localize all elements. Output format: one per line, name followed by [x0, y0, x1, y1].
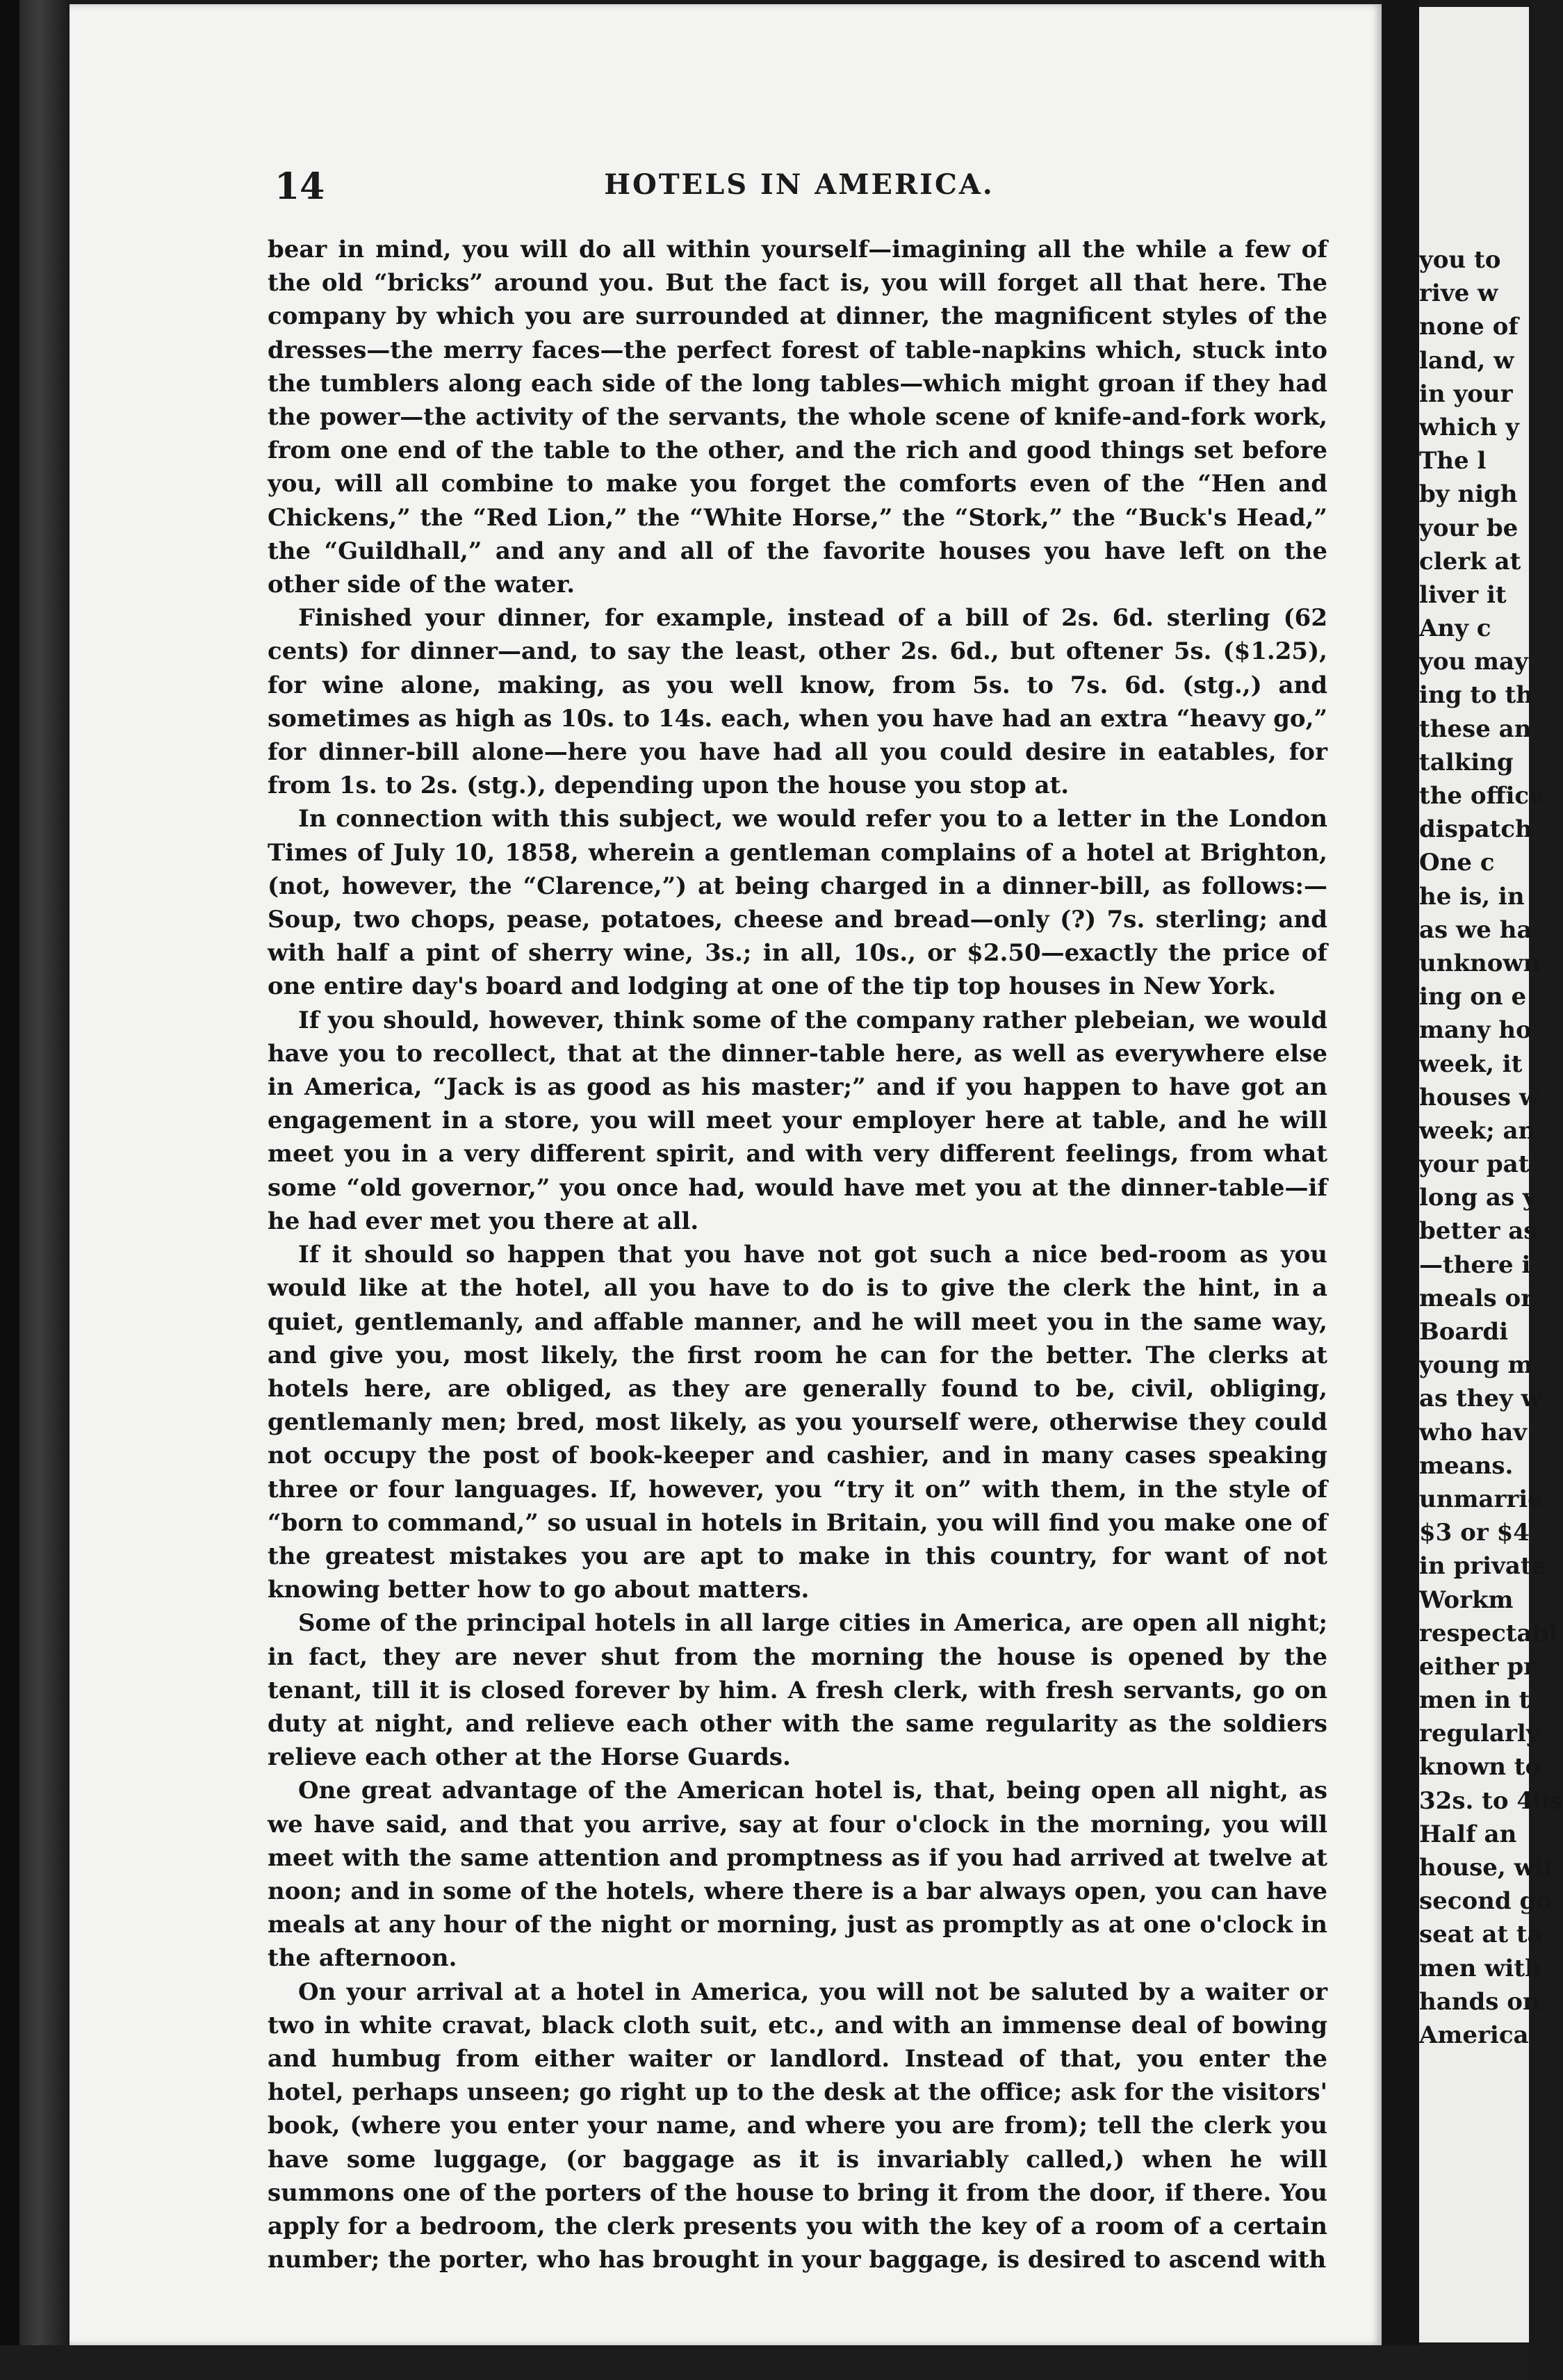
paragraph: On your arrival at a hotel in America, you will not be saluted by a waiter or two in white cravat, black cloth suit, etc., and with an immense deal of bowing and humbug from either waiter or landlord. Instead of that, you enter the hotel, perhaps unseen; go right up to the desk at the office; ask for the visitors' book, (where you enter your name, and where you are from); tell the clerk you have some luggage, (or baggage as it is invariably called,) when he will summons one of the porters of the house to bring it from the door, if there. You apply for a bedroom, the clerk presents you with the key of a room of a certain number; the porter, who has brought in your baggage, is desired to ascend with [268, 1978, 1327, 2274]
facing-page-line: Any c [1419, 614, 1491, 643]
facing-page-line: week, it [1419, 1050, 1523, 1078]
facing-page-line: week; an [1419, 1116, 1536, 1145]
facing-page-line: house, wit [1419, 1854, 1555, 1882]
facing-page-line: who hav [1419, 1418, 1528, 1446]
facing-page-line: liver it [1419, 580, 1507, 609]
bottom-edge [0, 2345, 1529, 2380]
binding-spine [0, 0, 19, 2380]
facing-page-line: as they w [1419, 1385, 1541, 1413]
facing-page-line: talking [1419, 748, 1514, 776]
facing-page-line: means. [1419, 1451, 1514, 1480]
facing-page-line: land, w [1419, 346, 1514, 375]
facing-page-line: in private [1419, 1552, 1547, 1581]
facing-page-line: unknown [1419, 949, 1541, 977]
facing-page-line: which y [1419, 413, 1519, 441]
facing-page-line: One c [1419, 849, 1495, 877]
facing-page-line: regularly [1419, 1720, 1540, 1748]
paragraph: bear in mind, you will do all within yourself—imagining all the while a few of the old “bricks” around you. But the fact is, you will forget all that here. The company by which you are surrounded at dinner, the magnificent styles of the dresses—the merry faces—the perfect forest of table-napkins which, stuck into the tumblers along each side of the long tables—which might groan if they had the power—the activity of the servants, the whole scene of knife-and-fork work, from one end of the table to the other, and the rich and good things set before you, will all combine to make you forget the comforts even of the “Hen and Chickens,” the “Red Lion,” the “White Horse,” the “Stork,” the “Buck's Head,” the “Guildhall,” and any and all of the favorite houses you have left on the other side of the water. [268, 236, 1327, 599]
facing-page-line: your pat [1419, 1150, 1530, 1179]
body-text [268, 233, 1327, 2276]
facing-page-line: Half an [1419, 1820, 1517, 1848]
facing-page [1419, 7, 1563, 2342]
facing-page-line: hands on. [1419, 1987, 1548, 2016]
facing-page-line: these an [1419, 715, 1532, 743]
facing-page-line: second go [1419, 1887, 1552, 1916]
paragraph: One great advantage of the American hotel is, that, being open all night, as we have said, and that you arrive, say at four o'clock in the morning, you will meet with the same attention and promptness as if you had arrived at twelve at noon; and in some of the hotels, where there is a bar always open, you can have meals at any hour of the night or morning, just as promptly as at one o'clock in the afternoon. [268, 1777, 1327, 1973]
facing-page-line: he is, in [1419, 882, 1525, 911]
facing-page-line: meals or [1419, 1284, 1534, 1312]
facing-page-line: —there i [1419, 1250, 1531, 1279]
facing-page-lines [1419, 243, 1563, 2052]
facing-page-line: as we ha [1419, 915, 1532, 944]
facing-page-line: known to [1419, 1753, 1541, 1782]
facing-page-line: your be [1419, 514, 1519, 542]
running-title: HOTELS IN AMERICA. [604, 168, 995, 201]
facing-page-line: ing to th [1419, 681, 1533, 710]
binding-edge [19, 0, 68, 2380]
facing-page-line: $3 or $4 [1419, 1519, 1530, 1547]
facing-page-line: Boardi [1419, 1318, 1509, 1346]
facing-page-line: dispatch [1419, 815, 1532, 844]
paragraph: If you should, however, think some of the company rather plebeian, we would have you to recollect, that at the dinner-table here, as well as everywhere else in America, “Jack is as good as his master;” and if you happen to have got an engagement in a store, you will meet your employer here at table, and he will meet you in a very different spirit, and with very different feelings, from what some “old governor,” you once had, would have met you at the dinner-table—if he had ever met you there at all. [268, 1006, 1327, 1235]
facing-page-line: Workm [1419, 1586, 1514, 1614]
facing-page-line: ing on e [1419, 983, 1527, 1011]
facing-page-line: men in t [1419, 1686, 1530, 1715]
facing-page-line: young m [1419, 1351, 1533, 1380]
facing-page-line: men with [1419, 1954, 1542, 1982]
facing-page-line: clerk at [1419, 547, 1521, 576]
facing-page-line: better as [1419, 1217, 1537, 1246]
paragraph: If it should so happen that you have not got such a nice bed-room as you would like at the hotel, all you have to do is to give the clerk the hint, in a quiet, gentlemanly, and affable manner, and he will meet you in the same way, and give you, most likely, the first room he can for the better. The clerks at hotels here, are obliged, as they are generally found to be, civil, obliging, gentlemanly men; bred, most likely, as you yourself were, otherwise they could not occupy the post of book-keeper and cashier, and in many cases speaking three or four languages. If, however, you “try it on” with them, in the style of “born to command,” so usual in hotels in Britain, you will find you make one of the greatest mistakes you are apt to make in this country, for want of not knowing better how to go about matters. [268, 1241, 1327, 1604]
facing-page-line: you may [1419, 648, 1528, 676]
facing-page-line: rive w [1419, 279, 1498, 308]
facing-page-line: either pr [1419, 1652, 1537, 1681]
paragraph: Finished your dinner, for example, instead of a bill of 2s. 6d. sterling (62 cents) for dinner—and, to say the least, other 2s. 6d., but oftener 5s. ($1.25), for wine alone, making, as you well know, from 5s. to 7s. 6d. (stg.,) and sometimes as high as 10s. to 14s. each, when you have had an extra “heavy go,” for dinner-bill alone—here you have had all you could desire in eatables, for from 1s. to 2s. (stg.), depending upon the house you stop at. [268, 604, 1327, 800]
running-head [275, 165, 1324, 207]
facing-page-line: the office [1419, 782, 1544, 810]
facing-page-line: many ho [1419, 1016, 1532, 1045]
facing-page-line: unmarrie [1419, 1485, 1543, 1513]
facing-page-line: 32s. to 40s [1419, 1786, 1563, 1815]
facing-page-line: long as y [1419, 1184, 1537, 1212]
facing-page-line: none of [1419, 313, 1519, 341]
facing-page-line: America [1419, 2021, 1529, 2049]
facing-page-line: seat at ta [1419, 1921, 1543, 1949]
facing-page-line: The l [1419, 447, 1487, 475]
paragraph: Some of the principal hotels in all large cities in America, are open all night; in fact, they are never shut from the morning the house is opened by the tenant, till it is closed forever by him. A fresh clerk, with fresh servants, go on duty at night, and relieve each other with the same regularity as the soldiers relieve each other at the Horse Guards. [268, 1609, 1327, 1772]
facing-page-line: houses w [1419, 1083, 1540, 1111]
facing-page-line: in your [1419, 380, 1513, 408]
facing-page-line: you to [1419, 246, 1501, 274]
paragraph: In connection with this subject, we would refer you to a letter in the London Times of July 10, 1858, wherein a gentleman complains of a hotel at Brighton, (not, however, the “Clarence,”) at being charged in a dinner-bill, as follows:—Soup, two chops, pease, potatoes, cheese and bread—only (?) 7s. sterling; and with half a pint of sherry wine, 3s.; in all, 10s., or $2.50—exactly the price of one entire day's board and lodging at one of the tip top houses in New York. [268, 805, 1327, 1001]
facing-page-line: respectabl [1419, 1619, 1558, 1647]
page-gutter [1382, 0, 1419, 2380]
page-number: 14 [275, 165, 325, 208]
facing-page-line: by nigh [1419, 480, 1518, 509]
